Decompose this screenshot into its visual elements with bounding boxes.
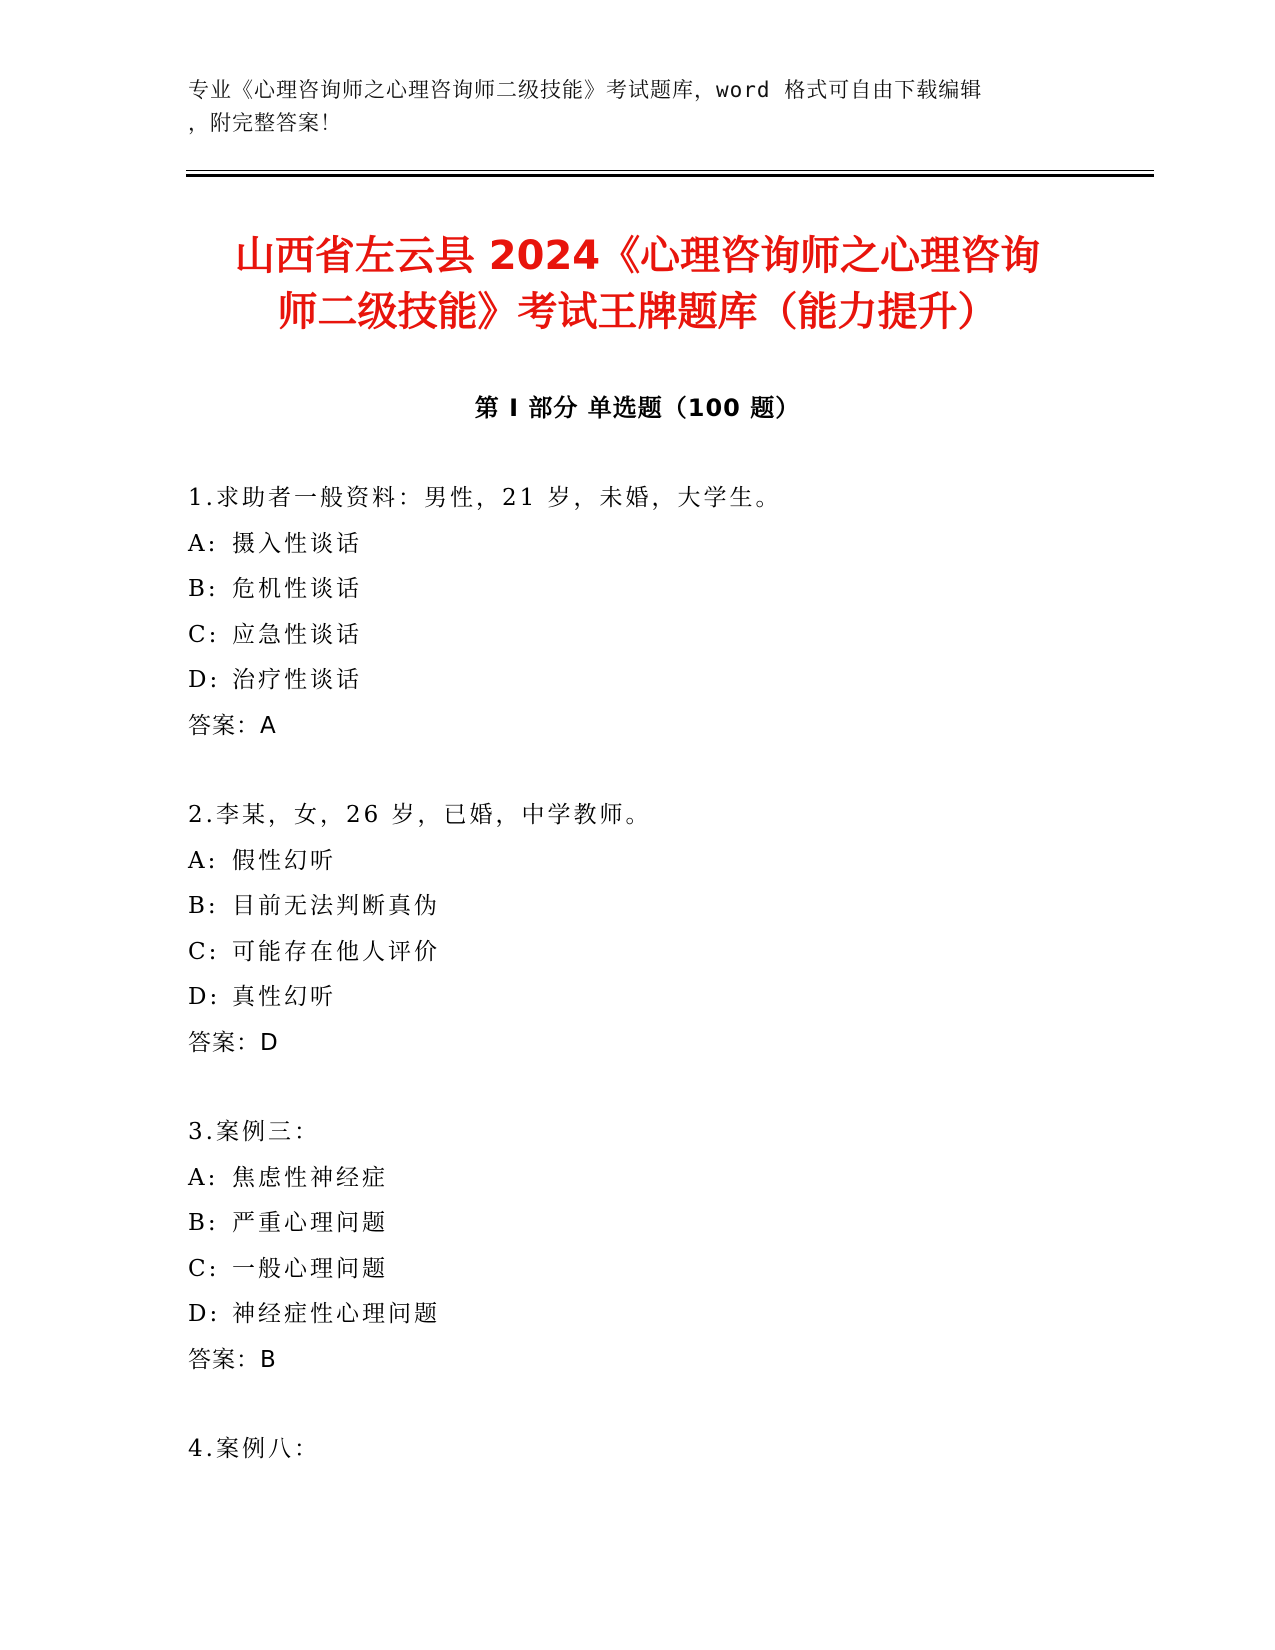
answer-line: 答案：D [188,1029,279,1056]
option-text: 目前无法判断真伪 [232,893,440,919]
option-c [188,930,1138,976]
header-divider-thick [186,174,1154,177]
header-note [188,74,1078,140]
section-heading: 第 I 部分 单选题（100 题） [474,394,801,422]
answer-line: 答案：B [188,1346,277,1373]
option-text: 神经症性心理问题 [232,1301,440,1327]
question-4 [188,1427,1138,1473]
document-title-line-2: 师二级技能》考试王牌题库（能力提升） [277,289,998,335]
option-text: 可能存在他人评价 [232,938,440,965]
option-letter: C: [188,938,220,965]
option-b [188,1201,1138,1247]
option-c [188,613,1138,659]
option-letter: B: [188,576,219,602]
question-3 [188,1110,1138,1383]
option-letter: A: [188,1164,219,1191]
option-text: 严重心理问题 [232,1210,388,1236]
question-list [188,476,1138,1517]
option-a [188,1156,1138,1202]
option-letter: B: [188,1210,219,1236]
option-text: 治疗性谈话 [232,667,362,693]
option-text: 摄入性谈话 [232,530,362,557]
question-2 [188,793,1138,1066]
option-text: 一般心理问题 [232,1255,388,1282]
option-c [188,1247,1138,1293]
option-letter: D: [188,1301,221,1327]
option-letter: C: [188,621,220,648]
option-b [188,884,1138,930]
option-a [188,522,1138,568]
question-1 [188,476,1138,749]
header-note-line-1: 专业《心理咨询师之心理咨询师二级技能》考试题库，word 格式可自由下载编辑 [188,78,983,102]
option-b [188,567,1138,613]
option-text: 焦虑性神经症 [232,1164,388,1191]
option-a [188,839,1138,885]
option-letter: C: [188,1255,220,1282]
option-text: 危机性谈话 [232,576,362,602]
option-text: 假性幻听 [232,847,336,874]
option-text: 真性幻听 [232,984,336,1010]
header-note-line-2: ，附完整答案！ [188,111,342,135]
question-stem: 1.求助者一般资料：男性，21 岁，未婚，大学生。 [188,485,782,511]
option-d [188,1292,1138,1338]
question-stem: 4.案例八： [188,1436,320,1462]
document-title [150,228,1125,340]
option-d [188,658,1138,704]
option-letter: A: [188,530,219,557]
option-d [188,975,1138,1021]
document-title-line-1: 山西省左云县 2024《心理咨询师之心理咨询 [234,233,1041,279]
option-letter: A: [188,847,219,874]
option-letter: B: [188,893,219,919]
question-stem: 3.案例三： [188,1119,320,1145]
option-text: 应急性谈话 [232,621,362,648]
answer-line: 答案：A [188,712,277,739]
option-letter: D: [188,984,221,1010]
header-divider-thin [186,170,1154,171]
option-letter: D: [188,667,221,693]
question-stem: 2.李某，女，26 岁，已婚，中学教师。 [188,802,652,828]
